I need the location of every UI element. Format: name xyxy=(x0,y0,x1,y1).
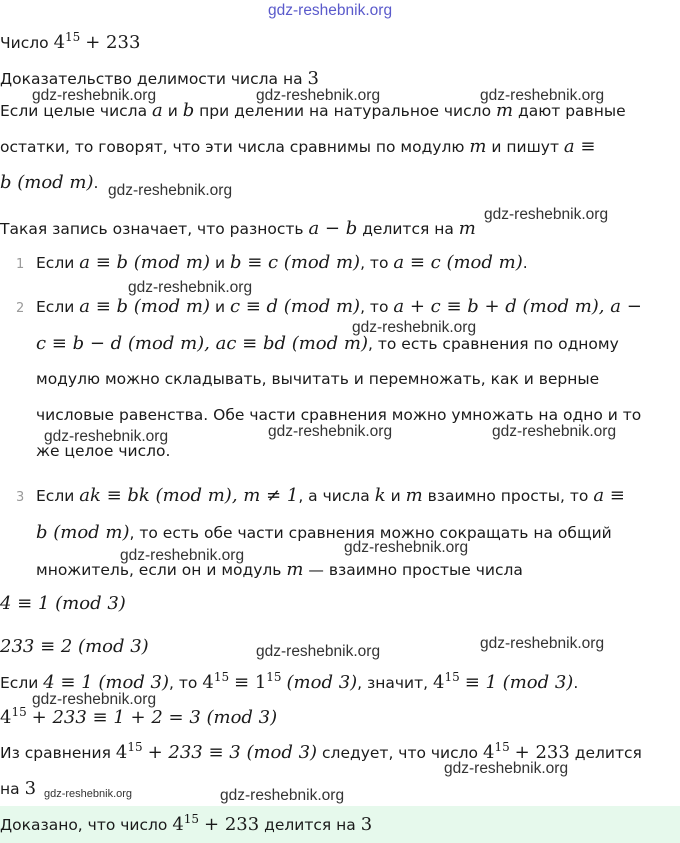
property-3-line-1: Если ak ≡ bk (mod m), m ≠ 1, а числа k и m взаимно просты, то a ≡ xyxy=(36,485,625,506)
property-2-line-4: числовые равенства. Обе части сравнения можно умножать на одно и то xyxy=(36,406,642,424)
watermark: gdz-reshebnik.org xyxy=(32,691,157,708)
conclusion-line-2: на 3 xyxy=(0,778,37,799)
watermark: gdz-reshebnik.org xyxy=(108,182,233,199)
property-3-line-3: множитель, если он и модуль m — взаимно простые числа xyxy=(36,559,523,580)
watermark: gdz-reshebnik.org xyxy=(352,319,477,336)
conclusion-line-1: Из сравнения $4^{15} + 233 \equiv 3$ (mod 3) следует, что число $4^{15} + 233$ делится xyxy=(0,740,642,763)
watermark: gdz-reshebnik.org xyxy=(344,539,469,556)
property-1: Если a ≡ b (mod m) и b ≡ c (mod m), то a ≡ c (mod m). xyxy=(36,252,528,273)
list-number: 2 xyxy=(16,301,25,316)
equation-power: Если 4 ≡ 1 (mod 3), то $4^{15} \equiv 1^{15}$ (mod 3), значит, $4^{15} \equiv 1$ (mod 3). xyxy=(0,670,579,693)
watermark: gdz-reshebnik.org xyxy=(32,87,157,104)
section-heading: Доказательство делимости числа на 3 xyxy=(0,68,319,89)
watermark: gdz-reshebnik.org xyxy=(444,760,569,777)
proof-result: Доказано, что число $4^{15} + 233$ делится на 3 xyxy=(0,812,373,835)
list-number: 3 xyxy=(16,490,25,505)
watermark: gdz-reshebnik.org xyxy=(268,2,393,19)
property-2-line-3: модулю можно складывать, вычитать и перемножать, как и верные xyxy=(36,370,600,388)
watermark: gdz-reshebnik.org xyxy=(44,788,133,800)
watermark: gdz-reshebnik.org xyxy=(220,787,345,804)
property-3-line-2: b (mod m), то есть обе части сравнения можно сокращать на общий xyxy=(36,522,612,543)
watermark: gdz-reshebnik.org xyxy=(492,423,617,440)
equation-4-mod-3: 4 ≡ 1 (mod 3) xyxy=(0,593,126,614)
intro-line-1: Если целые числа a и b при делении на натуральное число m дают равные xyxy=(0,100,626,121)
watermark: gdz-reshebnik.org xyxy=(128,279,253,296)
watermark: gdz-reshebnik.org xyxy=(120,547,245,564)
watermark: gdz-reshebnik.org xyxy=(480,87,605,104)
watermark: gdz-reshebnik.org xyxy=(44,428,169,445)
property-2-line-1: Если a ≡ b (mod m) и c ≡ d (mod m), то a + c ≡ b + d (mod m), a − xyxy=(36,296,642,317)
watermark: gdz-reshebnik.org xyxy=(484,206,609,223)
title: Число $4^{15} + 233$ xyxy=(0,30,141,53)
list-number: 1 xyxy=(16,257,25,272)
intro-line-3: b (mod m). xyxy=(0,172,99,193)
watermark: gdz-reshebnik.org xyxy=(480,635,605,652)
property-2-line-2: c ≡ b − d (mod m), ac ≡ bd (mod m), то есть сравнения по одному xyxy=(36,333,619,354)
property-2-line-5: же целое число. xyxy=(36,442,171,460)
watermark: gdz-reshebnik.org xyxy=(268,423,393,440)
difference-statement: Такая запись означает, что разность a − b делится на m xyxy=(0,218,476,239)
equation-233-mod-3: 233 ≡ 2 (mod 3) xyxy=(0,636,149,657)
equation-sum: $4^{15} + 233 \equiv 1 + 2 = 3$ (mod 3) xyxy=(0,705,278,728)
watermark: gdz-reshebnik.org xyxy=(256,87,381,104)
watermark: gdz-reshebnik.org xyxy=(256,643,381,660)
intro-line-2: остатки, то говорят, что эти числа сравнимы по модулю m и пишут a ≡ xyxy=(0,136,596,157)
